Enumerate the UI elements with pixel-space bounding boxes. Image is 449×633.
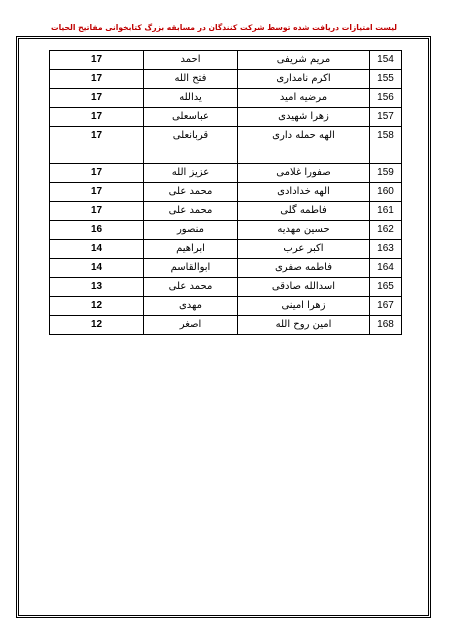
- father-name-cell: اصغر: [144, 316, 238, 335]
- father-name-cell: ابراهیم: [144, 240, 238, 259]
- father-name-cell: فتح الله: [144, 70, 238, 89]
- participant-name-cell: امین روح الله: [238, 316, 370, 335]
- table-row: [50, 240, 402, 259]
- participant-name-cell: مریم شریفی: [238, 51, 370, 70]
- father-name-cell: عباسعلی: [144, 108, 238, 127]
- participant-name-cell: فاطمه صفری: [238, 259, 370, 278]
- score-cell: 17: [50, 70, 144, 89]
- participant-name-cell: فاطمه گلی: [238, 202, 370, 221]
- father-name-cell: یدالله: [144, 89, 238, 108]
- father-name-cell: عزیز الله: [144, 164, 238, 183]
- participant-name-cell: زهرا امینی: [238, 297, 370, 316]
- participant-name-cell: اکبر عرب: [238, 240, 370, 259]
- row-number-cell: 160: [370, 183, 402, 202]
- score-cell: 12: [50, 316, 144, 335]
- row-number-cell: 159: [370, 164, 402, 183]
- row-number-cell: 168: [370, 316, 402, 335]
- score-cell: 17: [50, 108, 144, 127]
- row-number-cell: 154: [370, 51, 402, 70]
- table-row: [50, 164, 402, 183]
- row-number-cell: 157: [370, 108, 402, 127]
- score-cell: 17: [50, 183, 144, 202]
- table-row: [50, 221, 402, 240]
- row-number-cell: 164: [370, 259, 402, 278]
- score-cell: 14: [50, 259, 144, 278]
- row-number-cell: 162: [370, 221, 402, 240]
- score-cell: 17: [50, 202, 144, 221]
- father-name-cell: ابوالقاسم: [144, 259, 238, 278]
- participant-name-cell: اسدالله صادقی: [238, 278, 370, 297]
- father-name-cell: مهدی: [144, 297, 238, 316]
- row-number-cell: 156: [370, 89, 402, 108]
- participant-name-cell: صفورا غلامی: [238, 164, 370, 183]
- row-number-cell: 167: [370, 297, 402, 316]
- father-name-cell: محمد علی: [144, 278, 238, 297]
- table-row: [50, 89, 402, 108]
- score-cell: 17: [50, 89, 144, 108]
- score-cell: 17: [50, 127, 144, 164]
- score-cell: 13: [50, 278, 144, 297]
- table-row: [50, 108, 402, 127]
- participant-name-cell: اکرم نامداری: [238, 70, 370, 89]
- score-cell: 16: [50, 221, 144, 240]
- table-row: [50, 259, 402, 278]
- participant-name-cell: حسین مهدیه: [238, 221, 370, 240]
- table-row: [50, 202, 402, 221]
- table-row: [50, 278, 402, 297]
- table-row: [50, 297, 402, 316]
- scores-table: [49, 50, 402, 335]
- father-name-cell: قربانعلی: [144, 127, 238, 164]
- participant-name-cell: مرضیه امید: [238, 89, 370, 108]
- table-row: [50, 51, 402, 70]
- father-name-cell: محمد علی: [144, 202, 238, 221]
- father-name-cell: احمد: [144, 51, 238, 70]
- table-row: [50, 127, 402, 164]
- row-number-cell: 163: [370, 240, 402, 259]
- row-number-cell: 165: [370, 278, 402, 297]
- score-cell: 14: [50, 240, 144, 259]
- row-number-cell: 158: [370, 127, 402, 164]
- score-cell: 12: [50, 297, 144, 316]
- father-name-cell: منصور: [144, 221, 238, 240]
- table-row: [50, 183, 402, 202]
- row-number-cell: 155: [370, 70, 402, 89]
- row-number-cell: 161: [370, 202, 402, 221]
- table-row: [50, 316, 402, 335]
- score-cell: 17: [50, 51, 144, 70]
- table-row: [50, 70, 402, 89]
- participant-name-cell: الهه حمله داری: [238, 127, 370, 164]
- father-name-cell: محمد علی: [144, 183, 238, 202]
- participant-name-cell: زهرا شهیدی: [238, 108, 370, 127]
- score-cell: 17: [50, 164, 144, 183]
- document-title: لیست امتیازات دریافت شده توسط شرکت کنندگان در مسابقه بزرگ کتابخوانی مفاتیح الحیات: [50, 23, 398, 32]
- participant-name-cell: الهه خدادادی: [238, 183, 370, 202]
- scores-table-body: [50, 51, 402, 335]
